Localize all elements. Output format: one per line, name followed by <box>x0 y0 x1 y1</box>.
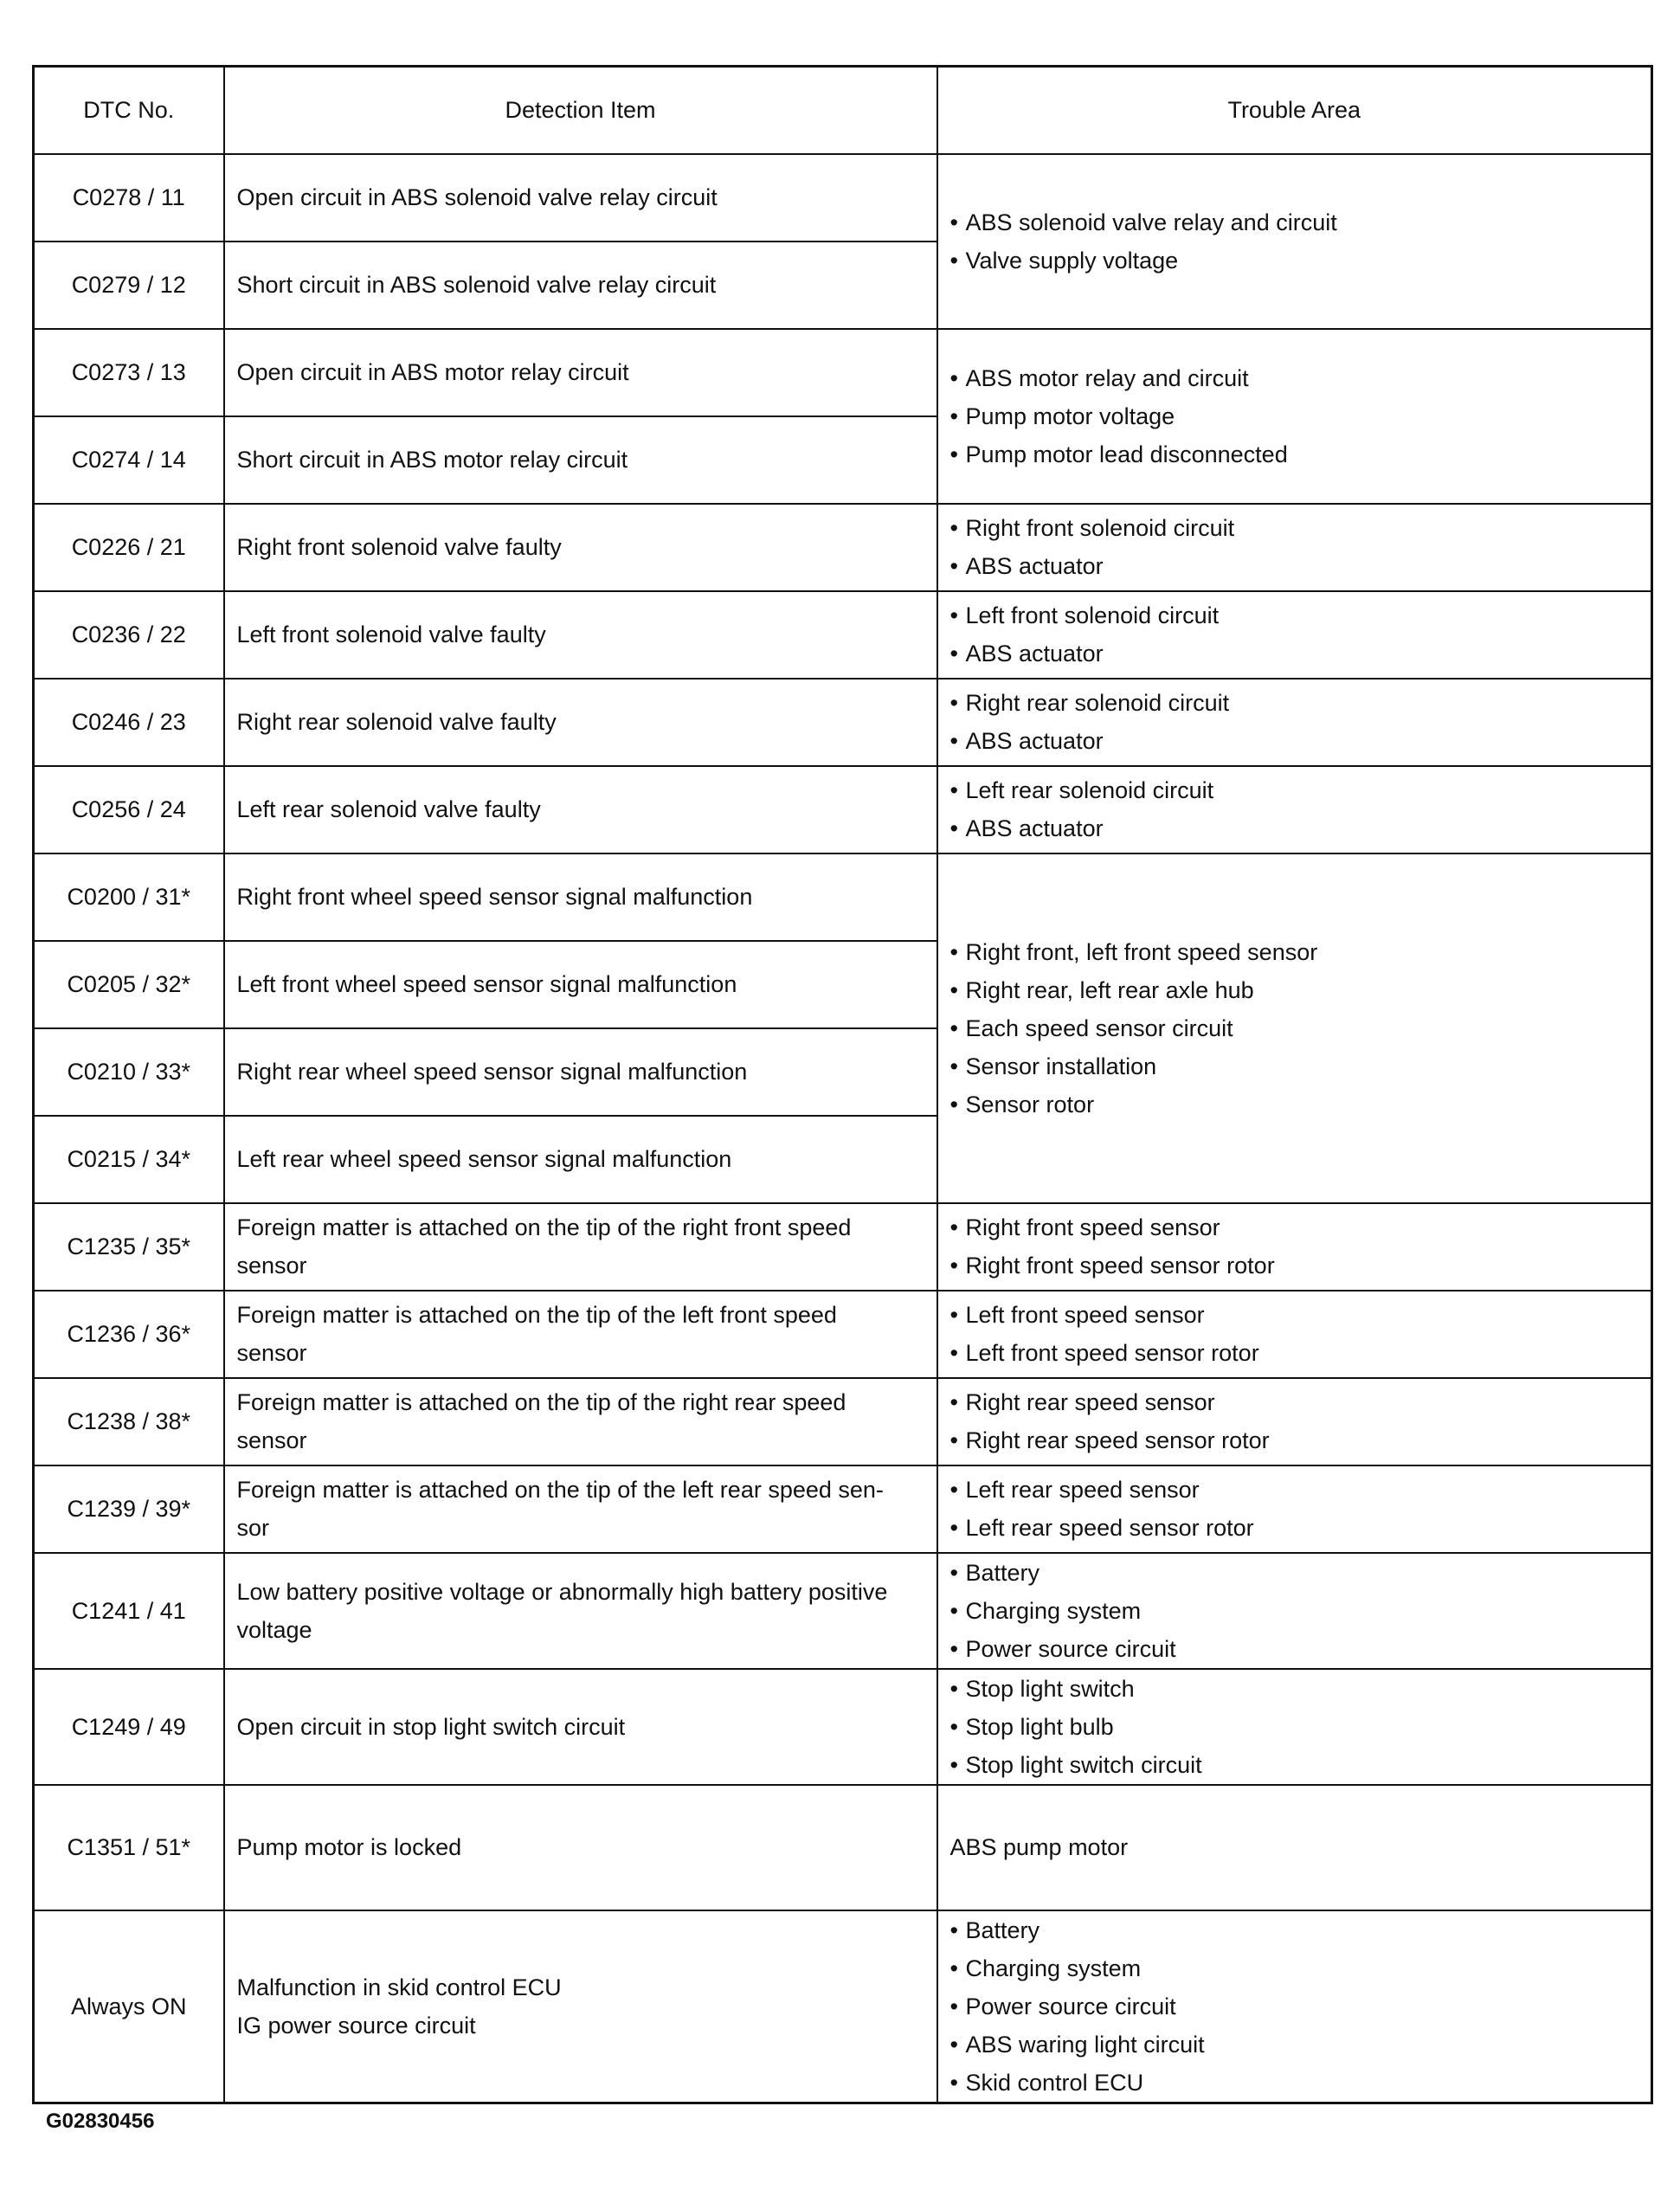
trouble-area-item: • Pump motor voltage <box>950 397 1639 435</box>
detection-item-line: Left front wheel speed sensor signal malfunction <box>236 971 737 997</box>
table-row <box>34 853 1652 941</box>
header-row <box>34 67 1652 154</box>
detection-item-cell <box>224 1553 937 1669</box>
trouble-area-item: • Charging system <box>950 1949 1639 1987</box>
trouble-area-item: • Each speed sensor circuit <box>950 1009 1639 1047</box>
trouble-area-list <box>950 509 1639 585</box>
dtc-code-cell: C0274 / 14 <box>34 416 224 504</box>
trouble-area-cell <box>937 329 1652 504</box>
detection-item-cell <box>224 154 937 242</box>
detection-item-line: Right rear wheel speed sensor signal malfunction <box>236 1059 748 1085</box>
trouble-area-item: • ABS actuator <box>950 722 1639 760</box>
header-dtc-no: DTC No. <box>34 67 224 154</box>
detection-item-cell <box>224 1028 937 1116</box>
detection-item-line: Foreign matter is attached on the tip of the left rear speed sen- <box>236 1477 884 1503</box>
trouble-area-item: • Right rear speed sensor rotor <box>950 1421 1639 1459</box>
detection-item-cell <box>224 1669 937 1785</box>
table-row <box>34 1553 1652 1669</box>
dtc-code-cell: C1351 / 51* <box>34 1785 224 1910</box>
trouble-area-item: • Right rear solenoid circuit <box>950 684 1639 722</box>
detection-item-cell <box>224 1291 937 1378</box>
detection-item-cell <box>224 1378 937 1465</box>
trouble-area-list <box>950 1208 1639 1285</box>
trouble-area-item: • ABS actuator <box>950 809 1639 847</box>
trouble-area-item: • Charging system <box>950 1592 1639 1630</box>
detection-item-line: Foreign matter is attached on the tip of the left front speed <box>236 1302 837 1328</box>
trouble-area-cell <box>937 1669 1652 1785</box>
trouble-area-cell <box>937 1465 1652 1553</box>
detection-item-line: voltage <box>236 1616 312 1643</box>
trouble-area-item: • Left rear solenoid circuit <box>950 771 1639 809</box>
trouble-area-list <box>950 1911 1639 2102</box>
detection-item-line: Open circuit in ABS solenoid valve relay circuit <box>236 184 718 210</box>
table-row <box>34 591 1652 679</box>
table-row <box>34 1785 1652 1910</box>
detection-item-line: Right front wheel speed sensor signal malfunction <box>236 884 753 910</box>
trouble-area-item: • Left rear speed sensor rotor <box>950 1509 1639 1547</box>
table-row <box>34 766 1652 853</box>
detection-item-line: Short circuit in ABS solenoid valve relay circuit <box>236 272 717 298</box>
trouble-area-cell <box>937 766 1652 853</box>
table-row <box>34 1465 1652 1553</box>
detection-item-line: Right rear solenoid valve faulty <box>236 709 557 735</box>
detection-item-line: Left rear wheel speed sensor signal malfunction <box>236 1146 732 1172</box>
trouble-area-item: • Right front speed sensor <box>950 1208 1639 1246</box>
table-row <box>34 1910 1652 2103</box>
detection-item-line: IG power source circuit <box>236 2012 476 2039</box>
detection-item-cell <box>224 329 937 416</box>
table-row <box>34 1378 1652 1465</box>
trouble-area-item: • Battery <box>950 1554 1639 1592</box>
trouble-area-item: • Right rear, left rear axle hub <box>950 971 1639 1009</box>
detection-item-cell <box>224 679 937 766</box>
trouble-area-list <box>950 596 1639 673</box>
trouble-area-item: • ABS solenoid valve relay and circuit <box>950 203 1639 242</box>
table-row <box>34 154 1652 242</box>
dtc-code-cell: Always ON <box>34 1910 224 2103</box>
trouble-area-list <box>950 684 1639 760</box>
trouble-area-item: • Right rear speed sensor <box>950 1383 1639 1421</box>
detection-item-cell <box>224 242 937 329</box>
detection-item-cell <box>224 416 937 504</box>
detection-item-cell <box>224 1910 937 2103</box>
table-row <box>34 329 1652 416</box>
trouble-area-cell <box>937 1553 1652 1669</box>
trouble-area-list <box>950 933 1639 1124</box>
trouble-area-item: • Left front speed sensor <box>950 1296 1639 1334</box>
dtc-code-cell: C0215 / 34* <box>34 1116 224 1203</box>
dtc-code-cell: C0200 / 31* <box>34 853 224 941</box>
dtc-code-cell: C0273 / 13 <box>34 329 224 416</box>
figure-id: G02830456 <box>46 2109 155 2133</box>
table-body <box>34 154 1652 2103</box>
trouble-area-item: • ABS waring light circuit <box>950 2026 1639 2064</box>
trouble-area-item: • Power source circuit <box>950 1987 1639 2026</box>
detection-item-line: Right front solenoid valve faulty <box>236 534 562 560</box>
trouble-area-item: • Left rear speed sensor <box>950 1471 1639 1509</box>
trouble-area-list <box>950 1670 1639 1784</box>
detection-item-line: Left front solenoid valve faulty <box>236 622 546 647</box>
trouble-area-list <box>950 203 1639 280</box>
trouble-area-text: ABS pump motor <box>949 1834 1129 1860</box>
table-row <box>34 1669 1652 1785</box>
dtc-code-cell: C1238 / 38* <box>34 1378 224 1465</box>
trouble-area-cell <box>937 1378 1652 1465</box>
dtc-code-cell: C1249 / 49 <box>34 1669 224 1785</box>
trouble-area-item: • Stop light switch circuit <box>950 1746 1639 1784</box>
trouble-area-cell <box>937 591 1652 679</box>
table-row <box>34 1291 1652 1378</box>
trouble-area-cell <box>937 1203 1652 1291</box>
header-detection-item: Detection Item <box>224 67 937 154</box>
detection-item-line: sensor <box>236 1253 307 1279</box>
dtc-code-cell: C1235 / 35* <box>34 1203 224 1291</box>
header-trouble-area: Trouble Area <box>937 67 1652 154</box>
detection-item-line: Foreign matter is attached on the tip of the right rear speed <box>236 1389 846 1415</box>
trouble-area-cell <box>937 154 1652 329</box>
trouble-area-item: • Stop light switch <box>950 1670 1639 1708</box>
trouble-area-item: • Pump motor lead disconnected <box>950 435 1639 473</box>
detection-item-line: sensor <box>236 1340 307 1366</box>
detection-item-line: Open circuit in stop light switch circuit <box>236 1713 626 1740</box>
dtc-code-cell: C1236 / 36* <box>34 1291 224 1378</box>
detection-item-line: sor <box>236 1515 270 1541</box>
trouble-area-item: • ABS actuator <box>950 547 1639 585</box>
trouble-area-item: • Valve supply voltage <box>950 242 1639 280</box>
trouble-area-cell <box>937 679 1652 766</box>
table-row <box>34 1203 1652 1291</box>
dtc-code-cell: C0256 / 24 <box>34 766 224 853</box>
detection-item-cell <box>224 591 937 679</box>
detection-item-cell <box>224 853 937 941</box>
detection-item-line: Short circuit in ABS motor relay circuit <box>236 447 628 473</box>
detection-item-cell <box>224 1785 937 1910</box>
dtc-code-cell: C0210 / 33* <box>34 1028 224 1116</box>
detection-item-cell <box>224 1116 937 1203</box>
trouble-area-list <box>950 1383 1639 1459</box>
detection-item-cell <box>224 504 937 591</box>
detection-item-line: Pump motor is locked <box>236 1834 462 1860</box>
dtc-code-cell: C1241 / 41 <box>34 1553 224 1669</box>
trouble-area-cell <box>937 1785 1652 1910</box>
table-row <box>34 504 1652 591</box>
trouble-area-item: • Right front solenoid circuit <box>950 509 1639 547</box>
trouble-area-item: • ABS motor relay and circuit <box>950 359 1639 397</box>
trouble-area-cell <box>937 853 1652 1203</box>
trouble-area-list <box>950 1554 1639 1668</box>
table-row <box>34 679 1652 766</box>
trouble-area-item: • Battery <box>950 1911 1639 1949</box>
trouble-area-cell <box>937 504 1652 591</box>
trouble-area-item: • Left front speed sensor rotor <box>950 1334 1639 1372</box>
detection-item-line: Left rear solenoid valve faulty <box>236 796 541 822</box>
trouble-area-item: • Left front solenoid circuit <box>950 596 1639 634</box>
trouble-area-item: • Power source circuit <box>950 1630 1639 1668</box>
trouble-area-item: • Right front, left front speed sensor <box>950 933 1639 971</box>
dtc-code-cell: C0205 / 32* <box>34 941 224 1028</box>
dtc-code-cell: C0226 / 21 <box>34 504 224 591</box>
trouble-area-item: • Stop light bulb <box>950 1708 1639 1746</box>
trouble-area-cell <box>937 1910 1652 2103</box>
trouble-area-item: • Skid control ECU <box>950 2064 1639 2102</box>
dtc-code-cell: C0246 / 23 <box>34 679 224 766</box>
dtc-code-cell: C0278 / 11 <box>34 154 224 242</box>
detection-item-line: Malfunction in skid control ECU <box>236 1974 562 2000</box>
detection-item-cell <box>224 941 937 1028</box>
dtc-code-cell: C0279 / 12 <box>34 242 224 329</box>
detection-item-line: Low battery positive voltage or abnormally high battery positive <box>236 1578 888 1605</box>
trouble-area-list <box>950 1296 1639 1372</box>
trouble-area-cell <box>937 1291 1652 1378</box>
trouble-area-item: • Sensor rotor <box>950 1085 1639 1124</box>
dtc-code-cell: C1239 / 39* <box>34 1465 224 1553</box>
trouble-area-item: • Right front speed sensor rotor <box>950 1246 1639 1285</box>
trouble-area-list <box>950 1471 1639 1547</box>
dtc-code-cell: C0236 / 22 <box>34 591 224 679</box>
trouble-area-item: • Sensor installation <box>950 1047 1639 1085</box>
trouble-area-list <box>950 359 1639 473</box>
detection-item-line: sensor <box>236 1427 307 1453</box>
trouble-area-item: • ABS actuator <box>950 634 1639 673</box>
detection-item-line: Foreign matter is attached on the tip of the right front speed <box>236 1214 852 1240</box>
detection-item-cell <box>224 1465 937 1553</box>
detection-item-cell <box>224 1203 937 1291</box>
table-header <box>34 67 1652 154</box>
dtc-table <box>32 65 1653 2104</box>
trouble-area-list <box>950 771 1639 847</box>
detection-item-line: Open circuit in ABS motor relay circuit <box>236 359 629 385</box>
detection-item-cell <box>224 766 937 853</box>
